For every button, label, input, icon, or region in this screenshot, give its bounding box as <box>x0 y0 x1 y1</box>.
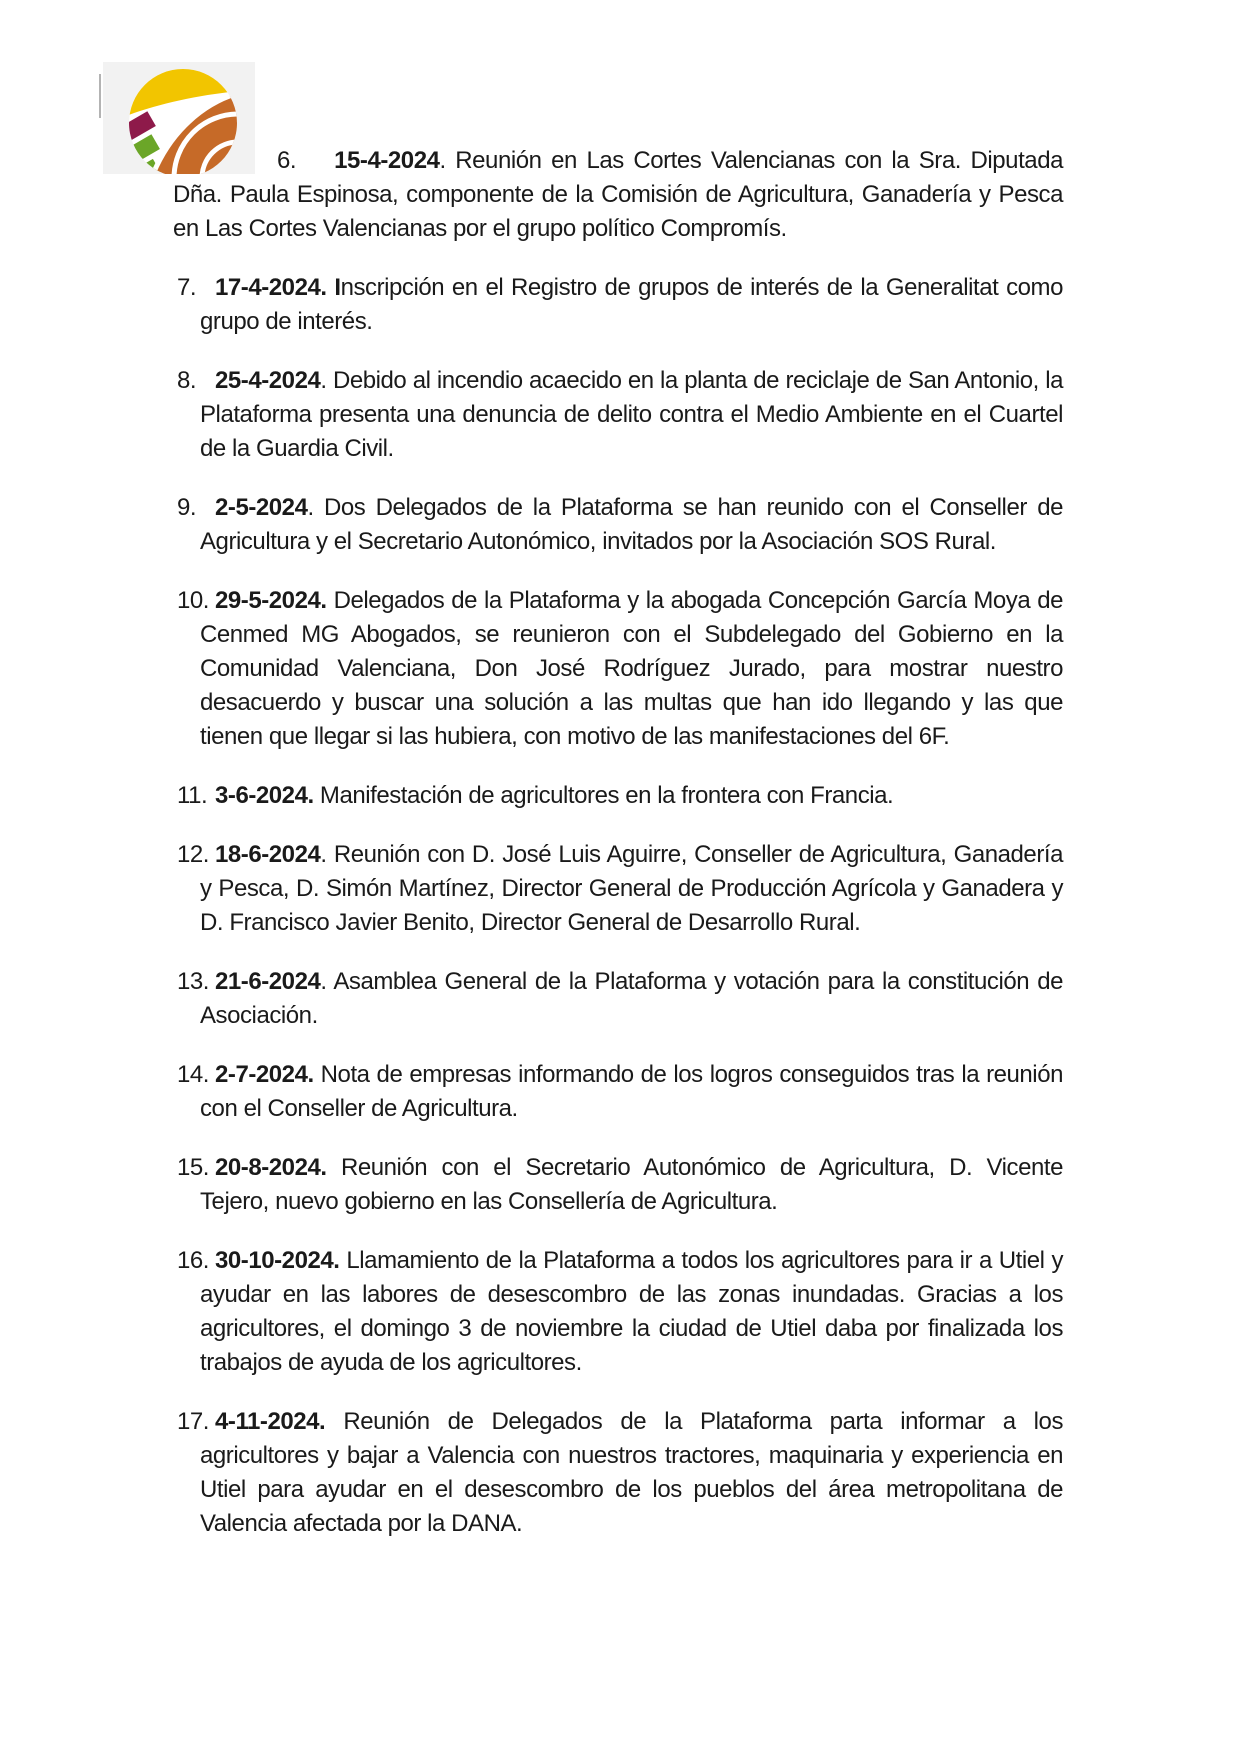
item-date: 4-11-2024. <box>215 1408 326 1435</box>
document-body <box>150 144 1063 1541</box>
item-date: 21-6-2024 <box>215 968 321 995</box>
list-item <box>150 779 1063 813</box>
list-item <box>150 1405 1063 1541</box>
item-date: 3-6-2024. <box>215 782 314 809</box>
item-date: 25-4-2024 <box>215 367 321 394</box>
item-text: Reunión con el Secretario Autonómico de Agricultura, D. Vicente Tejero, nuevo gobierno en las Consellería de Agricultura. <box>200 1154 1063 1215</box>
item-number: 12. <box>177 841 210 868</box>
list-item <box>150 144 1063 246</box>
item-number: 14. <box>177 1061 210 1088</box>
text-cursor-artifact <box>99 74 101 118</box>
item-date: 17-4-2024. I <box>215 274 341 301</box>
item-number: 11. <box>177 782 208 809</box>
item-date: 2-5-2024 <box>215 494 308 521</box>
event-list <box>150 144 1063 1541</box>
item-text: . Dos Delegados de la Plataforma se han reunido con el Conseller de Agricultura y el Secretario Autonómico, invitados por la Asociación SOS Rural. <box>200 494 1063 555</box>
item-text: . Reunión con D. José Luis Aguirre, Conseller de Agricultura, Ganadería y Pesca, D. Simón Martínez, Director General de Producción Agrícola y Ganadera y D. Francisco Javier Benito, Director General de Desarrollo Rural. <box>200 841 1063 936</box>
list-item <box>150 1244 1063 1380</box>
item-date: 30-10-2024. <box>215 1247 340 1274</box>
item-date: 15-4-2024 <box>334 147 440 174</box>
item-number: 10. <box>177 587 210 614</box>
item-text: Llamamiento de la Plataforma a todos los agricultores para ir a Utiel y ayudar en las labores de desescombro de las zonas inundadas. Gracias a los agricultores, el domingo 3 de noviembre la ciudad de Utiel daba por finalizada los trabajos de ayuda de los agricultores. <box>200 1247 1063 1376</box>
item-text: nscripción en el Registro de grupos de interés de la Generalitat como grupo de interés. <box>200 274 1063 335</box>
item-number: 8. <box>177 367 197 394</box>
item-text: . Reunión en Las Cortes Valencianas con la Sra. Diputada Dña. Paula Espinosa, componente de la Comisión de Agricultura, Ganadería y Pesca en Las Cortes Valencianas por el grupo político Compromís. <box>173 147 1063 242</box>
item-number: 15. <box>177 1154 210 1181</box>
item-date: 18-6-2024 <box>215 841 321 868</box>
item-text: . Asamblea General de la Plataforma y votación para la constitución de Asociación. <box>200 968 1063 1029</box>
item-text: Nota de empresas informando de los logros conseguidos tras la reunión con el Conseller de Agricultura. <box>200 1061 1063 1122</box>
list-item <box>150 1058 1063 1126</box>
item-date: 29-5-2024. <box>215 587 327 614</box>
item-number: 16. <box>177 1247 210 1274</box>
list-item <box>150 364 1063 466</box>
item-text: Delegados de la Plataforma y la abogada Concepción García Moya de Cenmed MG Abogados, se reunieron con el Subdelegado del Gobierno en la Comunidad Valenciana, Don José Rodríguez Jurado, para mostrar nuestro desacuerdo y buscar una solución a las multas que han ido llegando y las que tienen que llegar si las hubiera, con motivo de las manifestaciones del 6F. <box>200 587 1063 750</box>
item-number: 13. <box>177 968 210 995</box>
list-item <box>150 584 1063 754</box>
item-text: Reunión de Delegados de la Plataforma parta informar a los agricultores y bajar a Valencia con nuestros tractores, maquinaria y experiencia en Utiel para ayudar en el desescombro de los pueblos del área metropolitana de Valencia afectada por la DANA. <box>200 1408 1063 1537</box>
item-number: 7. <box>177 274 197 301</box>
list-item <box>150 965 1063 1033</box>
item-text: Manifestación de agricultores en la frontera con Francia. <box>313 782 894 809</box>
item-date: 2-7-2024. <box>215 1061 314 1088</box>
list-item <box>150 838 1063 940</box>
item-number: 6. <box>277 147 297 174</box>
item-text: . Debido al incendio acaecido en la planta de reciclaje de San Antonio, la Plataforma presenta una denuncia de delito contra el Medio Ambiente en el Cuartel de la Guardia Civil. <box>200 367 1063 462</box>
item-number: 9. <box>177 494 197 521</box>
list-item <box>150 491 1063 559</box>
item-number: 17. <box>177 1408 210 1435</box>
list-item <box>150 1151 1063 1219</box>
list-item <box>150 271 1063 339</box>
item-date: 20-8-2024. <box>215 1154 327 1181</box>
